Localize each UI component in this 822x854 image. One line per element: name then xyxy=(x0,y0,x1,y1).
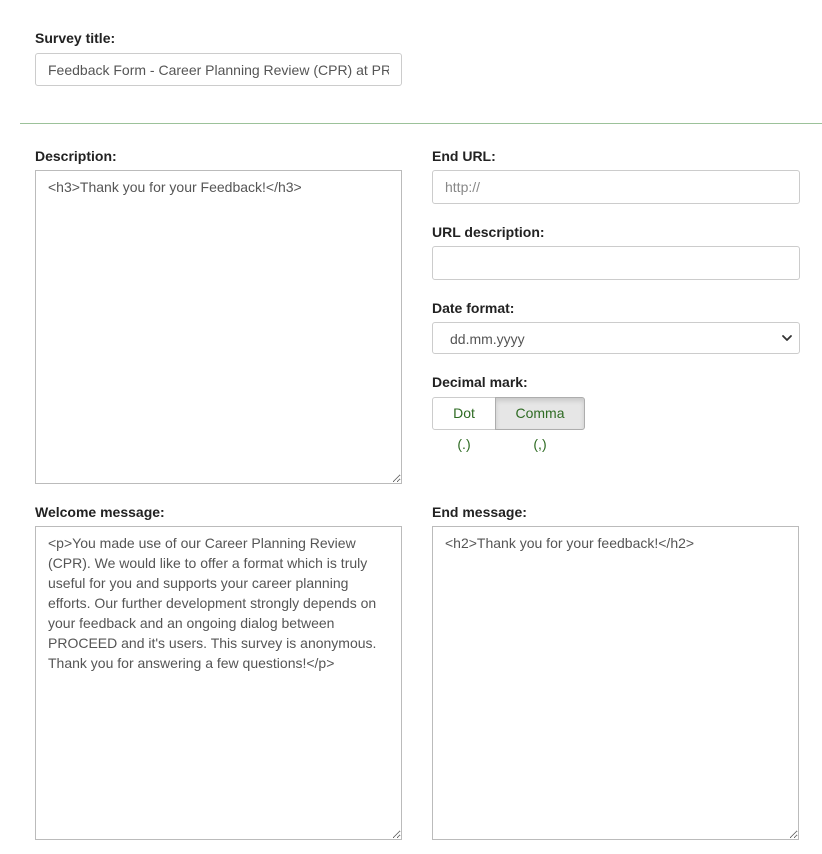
end-url-label: End URL: xyxy=(432,148,496,164)
welcome-message-label: Welcome message: xyxy=(35,504,165,520)
chevron-down-icon xyxy=(781,332,793,344)
welcome-message-textarea[interactable] xyxy=(35,526,402,840)
date-format-selected-value: dd.mm.yyyy xyxy=(450,331,525,347)
end-message-label: End message: xyxy=(432,504,527,520)
url-description-label: URL description: xyxy=(432,224,545,240)
survey-title-input[interactable] xyxy=(35,53,402,86)
url-description-input[interactable] xyxy=(432,246,800,280)
end-url-input[interactable] xyxy=(432,170,800,204)
end-message-textarea[interactable] xyxy=(432,526,799,840)
decimal-dot-button[interactable]: Dot (.) xyxy=(432,397,496,430)
date-format-select[interactable] xyxy=(432,322,800,354)
description-textarea[interactable] xyxy=(35,170,402,484)
date-format-label: Date format: xyxy=(432,300,515,316)
decimal-comma-button[interactable]: Comma (,) xyxy=(495,397,585,430)
survey-title-label: Survey title: xyxy=(35,30,116,46)
decimal-mark-toggle-group xyxy=(432,397,585,452)
section-divider xyxy=(20,123,822,124)
decimal-mark-label: Decimal mark: xyxy=(432,374,528,390)
description-label: Description: xyxy=(35,148,117,164)
